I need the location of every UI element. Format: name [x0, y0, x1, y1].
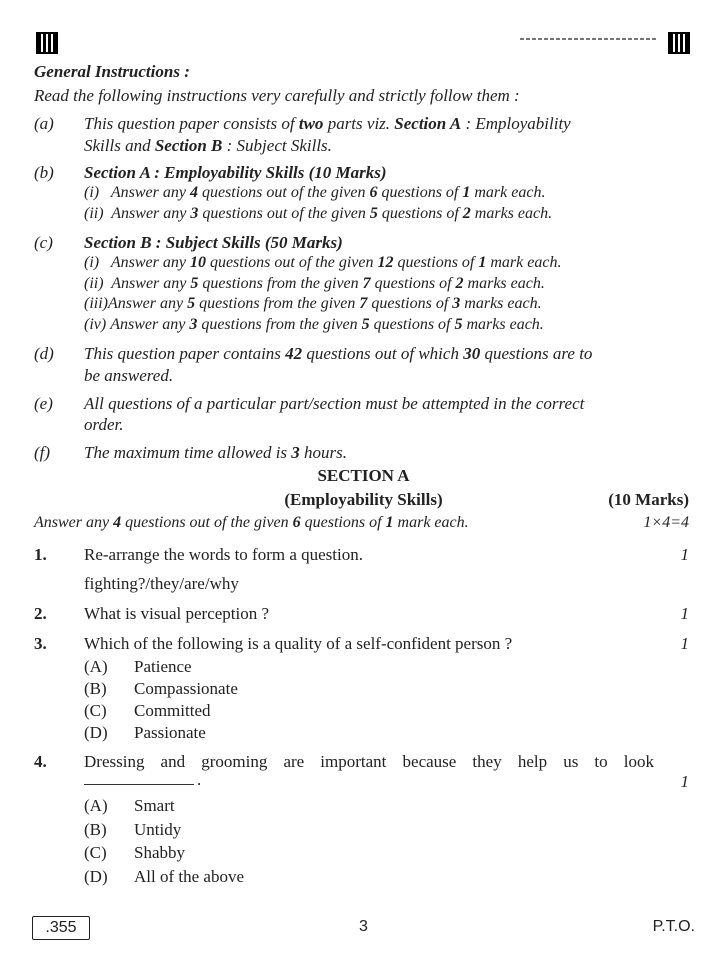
item-label: (d)	[34, 344, 54, 363]
option-label: (B)	[84, 679, 107, 698]
option-text: Compassionate	[134, 679, 238, 698]
question-mark: 1	[680, 772, 689, 791]
answer-blank	[84, 784, 194, 785]
option-text: All of the above	[134, 867, 244, 886]
section-subtitle: (Employability Skills)	[284, 490, 443, 509]
instruction-b-ii: (ii) Answer any 3 questions out of the given 5 questions of 2 marks each.	[84, 205, 553, 222]
instruction-c-i: (i) Answer any 10 questions out of the given 12 questions of 1 mark each.	[84, 254, 562, 271]
barcode-strip	[520, 38, 658, 40]
instruction-e-line2: order.	[84, 415, 124, 434]
option-label: (B)	[84, 820, 107, 839]
section-a-heading: Section A : Employability Skills (10 Marks)	[84, 163, 387, 182]
question-number: 3.	[34, 634, 47, 653]
question-text: Which of the following is a quality of a self-confident person ?	[84, 634, 513, 653]
item-label: (a)	[34, 114, 54, 133]
pto-label: P.T.O.	[652, 918, 695, 935]
option-text: Passionate	[134, 723, 206, 742]
question-mark: 1	[680, 604, 689, 623]
item-label: (f)	[34, 443, 51, 462]
qr-code-icon	[36, 32, 58, 54]
marking-scheme: 1×4=4	[643, 514, 689, 531]
paper-code-box: .355	[32, 916, 90, 940]
question-number: 4.	[34, 752, 47, 771]
item-label: (e)	[34, 394, 53, 413]
instruction-c-iii: (iii)Answer any 5 questions from the given 7 questions of 3 marks each.	[84, 295, 542, 312]
instruction-a-line2: Skills and Section B : Subject Skills.	[84, 136, 332, 155]
question-text: Dressing and grooming are important because they help us to look	[84, 752, 654, 771]
page-number: 3	[359, 918, 368, 935]
section-title: SECTION A	[317, 466, 410, 485]
instruction-a-line1: This question paper consists of two parts viz. Section A : Employability	[84, 114, 571, 133]
option-text: Smart	[134, 796, 175, 815]
instruction-f: The maximum time allowed is 3 hours.	[84, 443, 348, 462]
instruction-b-i: (i) Answer any 4 questions out of the given 6 questions of 1 mark each.	[84, 184, 546, 201]
question-subtext: fighting?/they/are/why	[84, 574, 239, 593]
instructions-intro: Read the following instructions very carefully and strictly follow them :	[34, 86, 520, 105]
qr-code-icon	[668, 32, 690, 54]
option-label: (A)	[84, 657, 108, 676]
option-text: Patience	[134, 657, 192, 676]
question-number: 2.	[34, 604, 47, 623]
instruction-d-line1: This question paper contains 42 questions out of which 30 questions are to	[84, 344, 593, 363]
option-text: Committed	[134, 701, 211, 720]
option-label: (D)	[84, 723, 108, 742]
instruction-c-iv: (iv) Answer any 3 questions from the given 5 questions of 5 marks each.	[84, 316, 544, 333]
question-text: Re-arrange the words to form a question.	[84, 545, 363, 564]
option-text: Untidy	[134, 820, 182, 839]
section-instruction: Answer any 4 questions out of the given 6 questions of 1 mark each.	[34, 514, 469, 531]
item-label: (c)	[34, 233, 53, 252]
instruction-d-line2: be answered.	[84, 366, 174, 385]
section-marks: (10 Marks)	[608, 490, 689, 509]
option-text: Shabby	[134, 843, 185, 862]
instructions-title: General Instructions :	[34, 62, 190, 81]
instruction-e-line1: All questions of a particular part/section must be attempted in the correct	[84, 394, 585, 413]
question-mark: 1	[680, 634, 689, 653]
question-number: 1.	[34, 545, 47, 564]
option-label: (A)	[84, 796, 108, 815]
question-text: What is visual perception ?	[84, 604, 270, 623]
option-label: (C)	[84, 843, 107, 862]
section-b-heading: Section B : Subject Skills (50 Marks)	[84, 233, 343, 252]
instruction-c-ii: (ii) Answer any 5 questions from the given 7 questions of 2 marks each.	[84, 275, 545, 292]
question-mark: 1	[680, 545, 689, 564]
item-label: (b)	[34, 163, 54, 182]
option-label: (D)	[84, 867, 108, 886]
option-label: (C)	[84, 701, 107, 720]
blank-period: .	[197, 770, 202, 789]
